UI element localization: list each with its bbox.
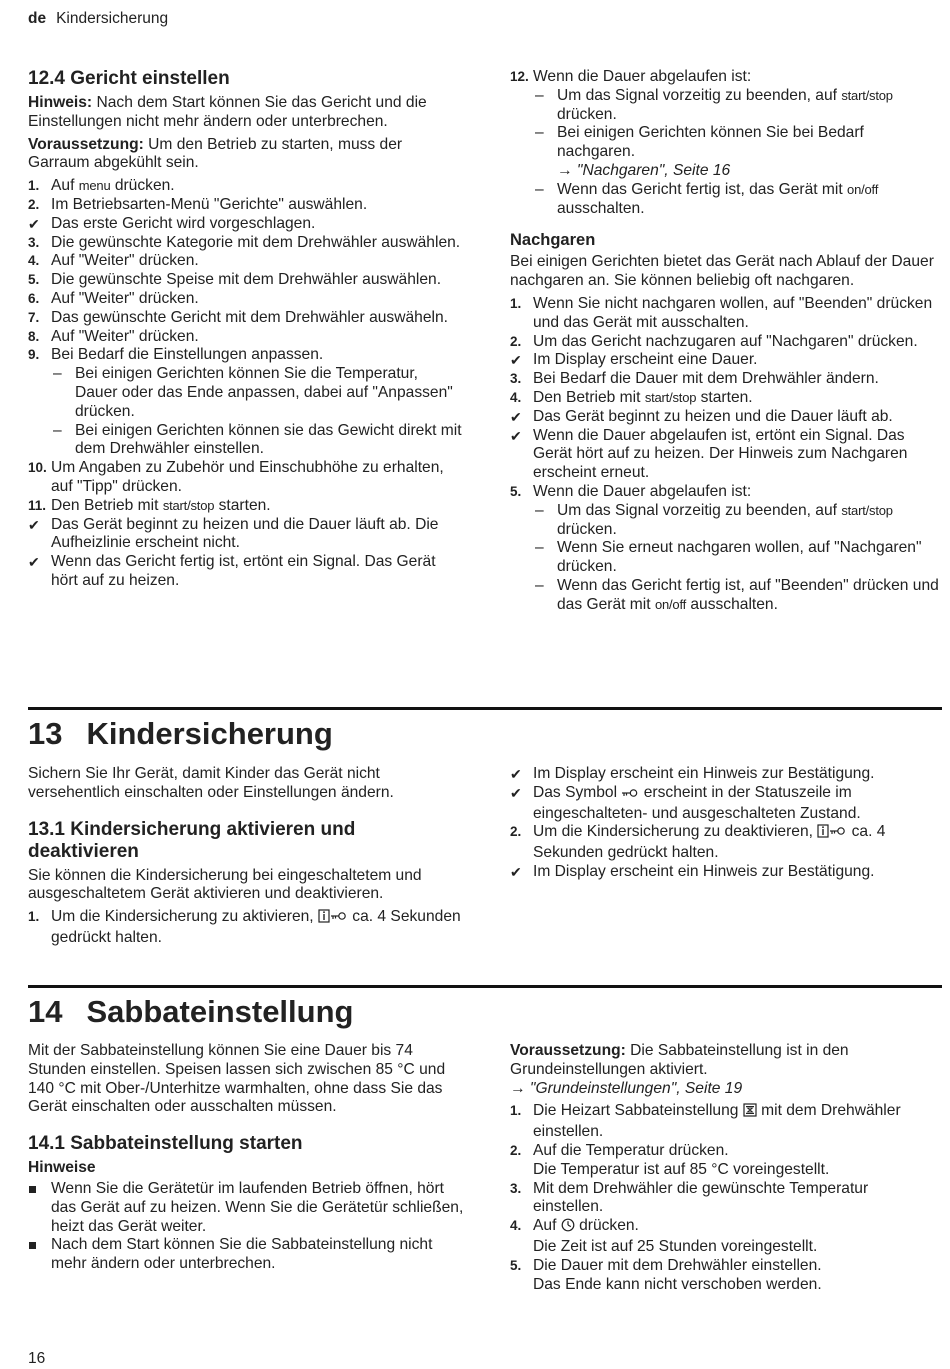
start-stop-key: start/stop bbox=[162, 497, 215, 513]
check-icon: ✔ bbox=[28, 516, 40, 533]
sub-step: – Wenn Sie erneut nachgaren wollen, auf "Nachgaren" drücken. bbox=[535, 539, 922, 576]
clock-icon bbox=[561, 1218, 575, 1238]
step: 1. Die Heizart Sabbateinstellung mit dem Drehwähler einstellen. bbox=[510, 1102, 901, 1141]
check-icon: ✔ bbox=[510, 863, 522, 880]
subsection-title-nachgaren: Nachgaren bbox=[510, 231, 596, 250]
chapter-14-heading bbox=[28, 985, 942, 1030]
on-off-key: on/off bbox=[654, 596, 687, 612]
result: ✔ Im Display erscheint ein Hinweis zur Bestätigung. bbox=[510, 862, 875, 880]
step: 3. Die gewünschte Kategorie mit dem Drehwähler auswählen. bbox=[28, 233, 461, 251]
paragraph: Bei einigen Gerichten bietet das Gerät nach Ablauf der Dauer nachgaren an. Sie können beliebig oft nachgaren. bbox=[510, 253, 934, 290]
key-lock-icon bbox=[621, 786, 639, 805]
result: ✔ Das Gerät beginnt zu heizen und die Dauer läuft ab. Die Aufheizlinie erscheint nicht. bbox=[28, 515, 439, 552]
check-icon: ✔ bbox=[510, 427, 522, 444]
step: 11. Den Betrieb mit start/stop starten. bbox=[28, 496, 271, 514]
step: 2. Um die Kindersicherung zu deaktivieren, ca. 4 Sekunden gedrückt halten. bbox=[510, 823, 886, 862]
chapter-title: 14 Sabbateinstellung bbox=[28, 994, 354, 1029]
step-result: Das Ende kann nicht verschoben werden. bbox=[533, 1275, 822, 1293]
section-12-4 bbox=[28, 68, 464, 591]
step: 9. Bei Bedarf die Einstellungen anpassen. bbox=[28, 346, 324, 364]
sub-step: – Bei einigen Gerichten können Sie die Temperatur, Dauer oder das Ende anpassen, dabei auf "Anpassen" drücken. bbox=[53, 365, 453, 420]
result: ✔ Das Gerät beginnt zu heizen und die Dauer läuft ab. bbox=[510, 407, 893, 425]
check-icon: ✔ bbox=[510, 408, 522, 425]
dash-icon: – bbox=[535, 124, 544, 142]
step: 1. Wenn Sie nicht nachgaren wollen, auf "Beenden" drücken und das Gerät mit ausschalten. bbox=[510, 294, 933, 331]
header-title: Kindersicherung bbox=[56, 10, 169, 27]
section-title: 13.1 Kindersicherung aktivieren und deaktivieren bbox=[28, 818, 356, 862]
note-item: Nach dem Start können Sie die Sabbateinstellung nicht mehr ändern oder unterbrechen. bbox=[28, 1236, 464, 1274]
paragraph: Sie können die Kindersicherung bei eingeschaltetem und ausgeschaltetem Gerät aktivieren und deaktivieren. bbox=[28, 866, 422, 903]
section-title: 14.1 Sabbateinstellung starten bbox=[28, 1133, 303, 1155]
step: 3. Mit dem Drehwähler die gewünschte Temperatur einstellen. bbox=[510, 1179, 869, 1216]
step: 4. Auf "Weiter" drücken. bbox=[28, 252, 199, 270]
page-number: 16 bbox=[28, 1350, 46, 1367]
step: 2. Auf die Temperatur drücken. bbox=[510, 1141, 729, 1159]
requirement: Voraussetzung: Um den Betrieb zu starten, muss der Garraum abgekühlt sein. bbox=[28, 135, 403, 172]
section-title: 12.4 Gericht einstellen bbox=[28, 68, 230, 89]
step: 12. Wenn die Dauer abgelaufen ist: bbox=[510, 68, 752, 85]
start-stop-key: start/stop bbox=[841, 502, 893, 518]
step: 2. Um das Gericht nachzugaren auf "Nachgaren" drücken. bbox=[510, 332, 918, 350]
chapter-14-left bbox=[28, 1042, 464, 1274]
paragraph: Mit der Sabbateinstellung können Sie eine Dauer bis 74 Stunden einstellen. Speisen lassen sich zwischen 85 °C und 140 °C mit Ober-/Unterhitze warmhalten, ohne dass Sie das Gerät einschalten oder ausschalten müssen. bbox=[28, 1042, 446, 1116]
cross-reference-link[interactable]: → "Nachgaren", Seite 16 bbox=[557, 161, 731, 179]
step: 5. Die gewünschte Speise mit dem Drehwähler auswählen. bbox=[28, 271, 442, 289]
cross-reference-link[interactable]: → "Grundeinstellungen", Seite 19 bbox=[510, 1079, 743, 1097]
sabbath-mode-icon bbox=[743, 1103, 757, 1123]
result: ✔ Im Display erscheint ein Hinweis zur Bestätigung. bbox=[510, 765, 875, 782]
sub-step: – Bei einigen Gerichten können Sie bei Bedarf nachgaren. bbox=[535, 124, 864, 161]
result: ✔ Wenn das Gericht fertig ist, ertönt ein Signal. Das Gerät hört auf zu heizen. bbox=[28, 553, 436, 589]
sub-step: – Wenn das Gericht fertig ist, auf "Beenden" drücken und das Gerät mit on/off ausschalten. bbox=[535, 576, 939, 613]
dash-icon: – bbox=[535, 539, 544, 557]
step: 7. Das gewünschte Gericht mit dem Drehwähler auswäheln. bbox=[28, 308, 448, 326]
dash-icon: – bbox=[535, 576, 544, 594]
check-icon: ✔ bbox=[510, 352, 522, 369]
check-icon: ✔ bbox=[28, 554, 40, 571]
chapter-13-left bbox=[28, 765, 464, 948]
dash-icon: – bbox=[53, 421, 62, 439]
step: 2. Im Betriebsarten-Menü "Gerichte" auswählen. bbox=[28, 195, 368, 213]
result: ✔ Das erste Gericht wird vorgeschlagen. bbox=[28, 214, 316, 232]
step-result: Die Zeit ist auf 25 Stunden voreingestellt. bbox=[533, 1237, 818, 1255]
result: ✔ Das Symbol erscheint in der Statuszeile im eingeschalteten- und ausgeschalteten Zustand. bbox=[510, 783, 861, 822]
dash-icon: – bbox=[53, 365, 62, 383]
bullet-icon bbox=[29, 1242, 36, 1249]
step: 8. Auf "Weiter" drücken. bbox=[28, 327, 199, 345]
bullet-icon bbox=[29, 1186, 36, 1193]
note: Hinweis: Nach dem Start können Sie das Gericht und die Einstellungen nicht mehr ändern oder unterbrechen. bbox=[28, 94, 427, 130]
step: 4. Auf drücken. bbox=[510, 1217, 942, 1238]
sub-step: – Bei einigen Gerichten können sie das Gewicht direkt mit dem Drehwähler einstellen. bbox=[53, 421, 462, 458]
step: 1. Auf menu drücken. bbox=[28, 177, 175, 195]
dash-icon: – bbox=[535, 86, 544, 104]
step: 5. Wenn die Dauer abgelaufen ist: bbox=[510, 482, 752, 500]
step-result: Die Temperatur ist auf 85 °C voreingestellt. bbox=[533, 1160, 830, 1178]
sub-step: – Wenn das Gericht fertig ist, das Gerät mit on/off ausschalten. bbox=[535, 180, 879, 217]
language-code: de bbox=[28, 10, 47, 27]
chapter-14-right bbox=[510, 1042, 942, 1294]
step: 1. Um die Kindersicherung zu aktivieren, ca. 4 Sekunden gedrückt halten. bbox=[28, 908, 461, 946]
requirement: Voraussetzung: Die Sabbateinstellung ist in den Grundeinstellungen aktiviert. bbox=[510, 1042, 849, 1078]
check-icon: ✔ bbox=[510, 784, 522, 801]
paragraph: Sichern Sie Ihr Gerät, damit Kinder das Gerät nicht versehentlich einschalten oder Einstellungen ändern. bbox=[28, 765, 394, 801]
chapter-title: 13 Kindersicherung bbox=[28, 716, 333, 751]
dash-icon: – bbox=[535, 501, 544, 519]
chapter-13-heading bbox=[28, 707, 942, 752]
start-stop-key: start/stop bbox=[841, 87, 893, 103]
on-off-key: on/off bbox=[847, 181, 879, 197]
menu-key: menu bbox=[78, 178, 111, 194]
sub-step: – Um das Signal vorzeitig zu beenden, auf start/stop drücken. bbox=[535, 86, 893, 123]
notes-title: Hinweise bbox=[28, 1159, 96, 1177]
step: 5. Die Dauer mit dem Drehwähler einstellen. bbox=[510, 1256, 822, 1274]
page-header bbox=[28, 10, 168, 29]
result: ✔ Im Display erscheint eine Dauer. bbox=[510, 351, 758, 369]
info-key-lock-icon bbox=[318, 909, 348, 929]
sub-step: – Um das Signal vorzeitig zu beenden, auf start/stop drücken. bbox=[535, 501, 893, 538]
result: ✔ Wenn die Dauer abgelaufen ist, ertönt ein Signal. Das Gerät hört auf zu heizen. Der Hinweis zum Nachgaren erscheint erneut. bbox=[510, 426, 908, 482]
info-key-lock-icon bbox=[817, 824, 847, 844]
chapter-13-right bbox=[510, 765, 942, 882]
step: 4. Den Betrieb mit start/stop starten. bbox=[510, 388, 753, 406]
start-stop-key: start/stop bbox=[644, 389, 697, 405]
check-icon: ✔ bbox=[510, 766, 522, 782]
dash-icon: – bbox=[535, 180, 544, 198]
step: 10. Um Angaben zu Zubehör und Einschubhöhe zu erhalten, auf "Tipp" drücken. bbox=[28, 459, 444, 495]
step: 6. Auf "Weiter" drücken. bbox=[28, 289, 199, 307]
check-icon: ✔ bbox=[28, 215, 40, 232]
step: 3. Bei Bedarf die Dauer mit dem Drehwähler ändern. bbox=[510, 370, 879, 388]
note-item: Wenn Sie die Gerätetür im laufenden Betrieb öffnen, hört das Gerät auf zu heizen. Wenn Sie die Gerätetür schließen, heizt das Gerät weiter. bbox=[28, 1180, 464, 1236]
section-12-4-continued bbox=[510, 68, 942, 615]
